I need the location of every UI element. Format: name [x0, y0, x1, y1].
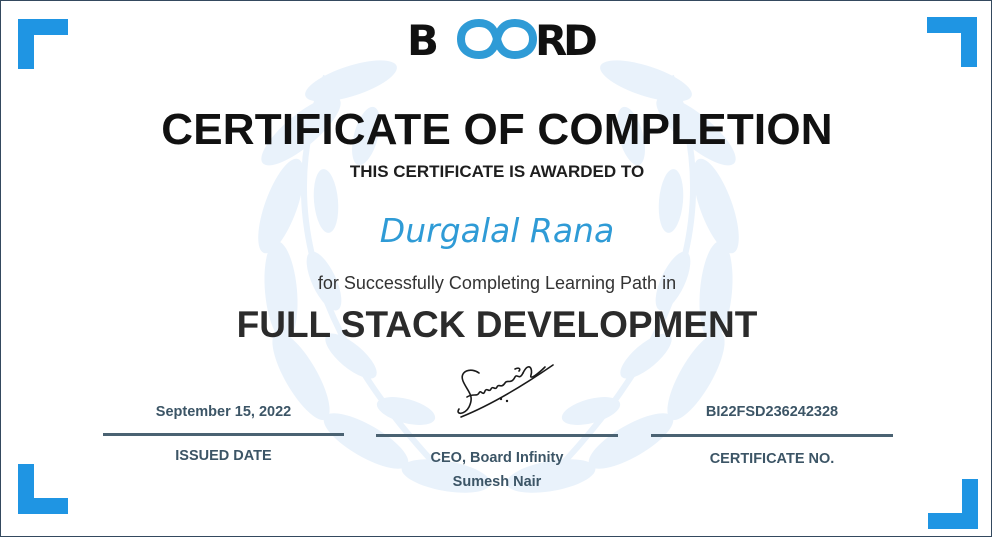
corner-bracket-top-left-icon: [18, 19, 68, 69]
svg-text:R: R: [535, 16, 568, 65]
issued-date-divider: [103, 433, 344, 436]
ceo-signature: [431, 353, 561, 428]
signature-divider: [376, 434, 618, 437]
course-title: FULL STACK DEVELOPMENT: [236, 304, 758, 345]
certificate-number-value: BI22FSD236242328: [705, 404, 839, 420]
certificate-subtitle: THIS CERTIFICATE IS AWARDED TO: [349, 162, 645, 181]
signatory-title: CEO, Board Infinity: [430, 450, 564, 466]
signatory-name: Sumesh Nair: [452, 474, 542, 490]
issued-date-label: ISSUED DATE: [175, 448, 272, 464]
svg-text:D: D: [563, 16, 598, 65]
recipient-name: Durgalal Rana: [379, 211, 615, 250]
certificate-number-divider: [651, 434, 893, 437]
certificate-number-label: CERTIFICATE NO.: [709, 451, 835, 467]
certificate-title: CERTIFICATE OF COMPLETION: [161, 105, 833, 154]
corner-bracket-top-right-icon: [927, 17, 977, 67]
issued-date-value: September 15, 2022: [155, 404, 292, 420]
board-logo: [407, 16, 598, 65]
corner-bracket-bottom-right-icon: [928, 479, 978, 529]
corner-bracket-bottom-left-icon: [18, 464, 68, 514]
completion-description: for Successfully Completing Learning Path in: [317, 273, 677, 293]
svg-text:B: B: [407, 16, 440, 65]
